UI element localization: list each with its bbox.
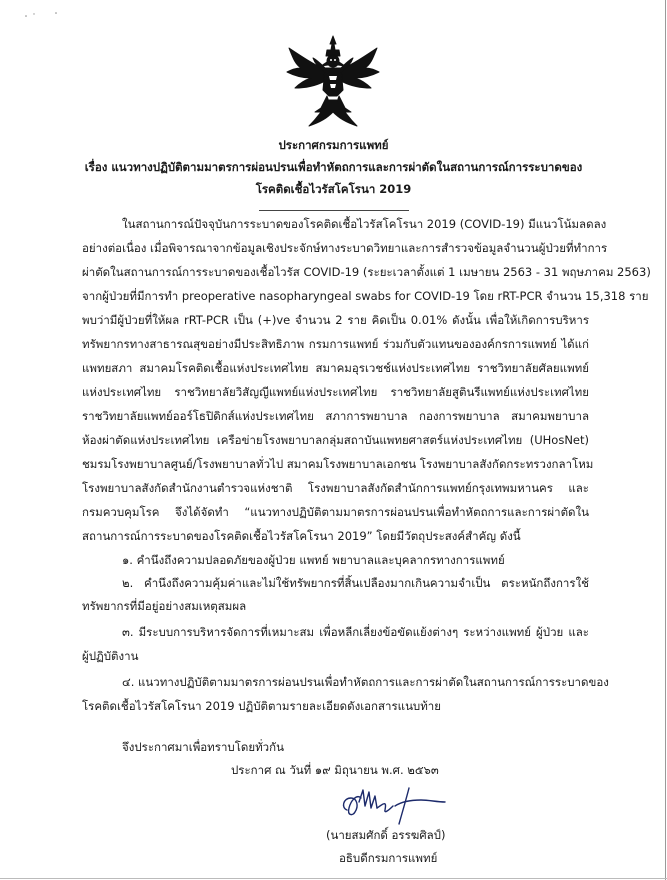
announcement-subject-line-1: เรื่อง แนวทางปฏิบัติตามมาตรการผ่อนปรนเพื่อทำหัตถการและการผ่าตัดในสถานการณ์การระบาดของ bbox=[84, 160, 583, 174]
paragraph-line: อย่างต่อเนื่อง เมื่อพิจารณาจากข้อมูลเชิงประจักษ์ทางระบาดวิทยาและการสำรวจข้อมูลจำนวนผู้ป่วยที่ทำการ bbox=[82, 241, 608, 255]
garuda-emblem-icon bbox=[283, 34, 383, 130]
director-title: อธิบดีกรมการแพทย์ bbox=[339, 851, 438, 865]
paragraph-line: ในสถานการณ์ปัจจุบันการระบาดของโรคติดเชื้อไวรัสโคโรนา 2019 (COVID-19) มีแนวโน้มลดลง bbox=[122, 217, 607, 231]
scan-specks bbox=[22, 10, 62, 20]
paragraph-line: ทรัพยากรทางสาธารณสุขอย่างมีประสิทธิภาพ กรมการแพทย์ ร่วมกับตัวแทนขององค์กรการแพทย์ ได้แก่ bbox=[82, 337, 589, 351]
paragraph-line: แพทยสภา สมาคมโรคติดเชื้อแห่งประเทศไทย สมาคมอุรเวชช์แห่งประเทศไทย ราชวิทยาลัยศัลยแพทย์ bbox=[82, 361, 589, 375]
objective-item-3-cont: ผู้ปฏิบัติงาน bbox=[82, 649, 139, 663]
objective-item-3: ๓. มีระบบการบริหารจัดการที่เหมาะสม เพื่อหลีกเลี่ยงข้อขัดแย้งต่างๆ ระหว่างแพทย์ ผู้ป่วย และ bbox=[122, 625, 589, 639]
announcement-org-title: ประกาศกรมการแพทย์ bbox=[278, 138, 389, 152]
objective-item-2-cont: ทรัพยากรที่มีอยู่อย่างสมเหตุสมผล bbox=[82, 599, 247, 613]
page-edge-bottom bbox=[0, 878, 667, 879]
closing-statement: จึงประกาศมาเพื่อทราบโดยทั่วกัน bbox=[122, 740, 284, 754]
paragraph-line: พบว่ามีผู้ป่วยที่ให้ผล rRT-PCR เป็น (+)ve จำนวน 2 ราย คิดเป็น 0.01% ดังนั้น เพื่อให้เกิดการบริหาร bbox=[82, 313, 589, 327]
objective-item-4: ๔. แนวทางปฏิบัติตามมาตรการผ่อนปรนเพื่อทำหัตถการและการผ่าตัดในสถานการณ์การระบาดของ bbox=[122, 675, 609, 689]
objective-item-4-cont: โรคติดเชื้อไวรัสโคโรนา 2019 ปฏิบัติตามรายละเอียดดังเอกสารแนบท้าย bbox=[82, 699, 442, 713]
paragraph-line: จากผู้ป่วยที่มีการทำ preoperative nasopharyngeal swabs for COVID-19 โดย rRT-PCR จำนวน 15,318 ราย bbox=[82, 289, 649, 303]
paragraph-line: ผ่าตัดในสถานการณ์การระบาดของเชื้อไวรัส COVID-19 (ระยะเวลาตั้งแต่ 1 เมษายน 2563 - 31 พฤษภาคม 2563) bbox=[82, 265, 651, 279]
announcement-subject-line-2: โรคติดเชื้อไวรัสโคโรนา 2019 bbox=[255, 182, 412, 196]
announcement-date: ประกาศ ณ วันที่ ๑๙ มิถุนายน พ.ศ. ๒๕๖๓ bbox=[231, 763, 439, 777]
heading-divider bbox=[259, 210, 409, 211]
paragraph-line: สถานการณ์การระบาดของโรคติดเชื้อไวรัสโคโรนา 2019” โดยมีวัตถุประสงค์สำคัญ ดังนี้ bbox=[82, 529, 521, 543]
page-edge-right bbox=[665, 0, 666, 880]
paragraph-line: ราชวิทยาลัยแพทย์ออร์โธปิดิกส์แห่งประเทศไทย สภาการพยาบาล กองการพยาบาล สมาคมพยาบาล bbox=[82, 409, 589, 423]
paragraph-line: กรมควบคุมโรค จึงได้จัดทำ “แนวทางปฏิบัติตามมาตรการผ่อนปรนเพื่อทำหัตถการและการผ่าตัดใน bbox=[82, 505, 589, 519]
paragraph-line: แห่งประเทศไทย ราชวิทยาลัยวิสัญญีแพทย์แห่งประเทศไทย ราชวิทยาลัยสูตินรีแพทย์แห่งประเทศไทย bbox=[82, 385, 589, 399]
paragraph-line: ชมรมโรงพยาบาลศูนย์/โรงพยาบาลทั่วไป สมาคมโรงพยาบาลเอกชน โรงพยาบาลสังกัดกระทรวงกลาโหม bbox=[82, 457, 594, 471]
paragraph-line: โรงพยาบาลสังกัดสำนักงานตำรวจแห่งชาติ โรงพยาบาลสังกัดสำนักการแพทย์กรุงเทพมหานคร และ bbox=[82, 481, 589, 495]
director-signature bbox=[337, 780, 457, 828]
director-name: (นายสมศักดิ์ อรรฆศิลป์) bbox=[326, 828, 446, 842]
objective-item-1: ๑. คำนึงถึงความปลอดภัยของผู้ป่วย แพทย์ พยาบาลและบุคลากรทางการแพทย์ bbox=[122, 553, 505, 567]
objective-item-2: ๒. คำนึงถึงความคุ้มค่าและไม่ใช้ทรัพยากรที่สิ้นเปลืองมากเกินความจำเป็น ตระหนักถึงการใช้ bbox=[122, 576, 589, 590]
paragraph-line: ห้องผ่าตัดแห่งประเทศไทย เครือข่ายโรงพยาบาลกลุ่มสถาบันแพทยศาสตร์แห่งประเทศไทย (UHosNet) bbox=[82, 433, 589, 447]
